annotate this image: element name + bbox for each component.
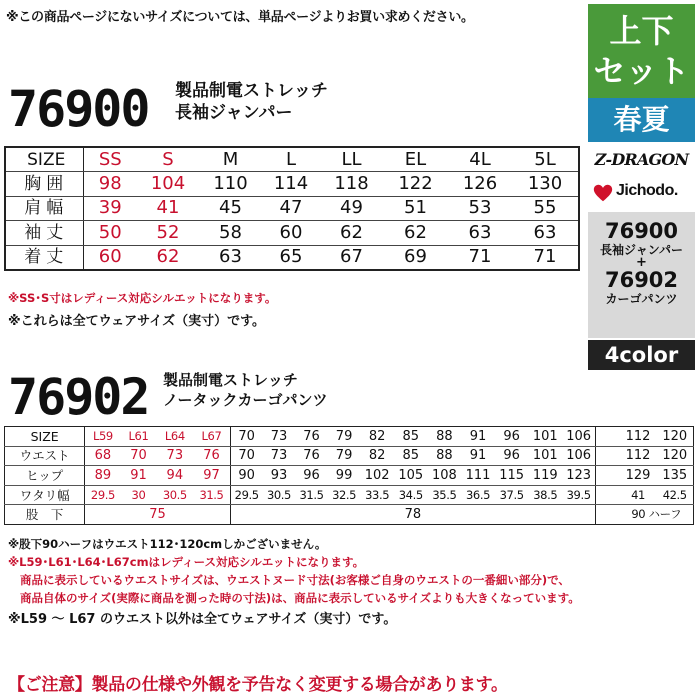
table-cell: 88 — [428, 446, 462, 466]
combo-name2: カーゴパンツ — [605, 292, 678, 306]
product-code-76900: 76900 — [8, 80, 149, 138]
table-cell: 62 — [156, 246, 180, 267]
row-label: ウエスト — [5, 446, 85, 466]
table-cell: 101 — [528, 446, 562, 466]
table-row — [5, 485, 694, 505]
header-cell: L61 — [121, 427, 157, 447]
table-cell: 71 — [533, 246, 557, 267]
header-cell: 91 — [461, 427, 495, 447]
plus-icon: + — [636, 255, 647, 270]
table-cell: 63 — [512, 221, 579, 246]
table-cell: 115 — [495, 466, 529, 486]
table-cell: 60 — [98, 246, 122, 267]
header-cell: SS — [83, 147, 137, 172]
table-cell: 90 ハーフ — [631, 507, 682, 522]
table-cell: 39 — [83, 196, 137, 221]
table-cell: 118 — [320, 172, 383, 197]
table-cell: 99 — [328, 466, 361, 486]
table-cell: 62 — [320, 221, 383, 246]
row-label: 胸囲 — [5, 172, 83, 197]
header-cell: 88 — [428, 427, 462, 447]
table-cell: 104 — [137, 172, 199, 197]
product-name-line1: 製品制電ストレッチ — [175, 81, 328, 101]
header-size: SIZE — [5, 427, 85, 447]
header-cell: 79 — [328, 427, 361, 447]
table-cell: 35.5 — [428, 485, 462, 505]
row-label: 着丈 — [5, 245, 83, 270]
table-cell: 42.5 — [656, 485, 693, 505]
table-cell: 65 — [279, 246, 303, 267]
table-row-header — [5, 147, 579, 172]
header-cell: 5L — [512, 147, 579, 172]
waist-note-1: 商品に表示しているウエストサイズは、ウエストヌード寸法(お客様ご自身のウエストの一番細い部分)で、 — [20, 573, 570, 587]
table-cell: 94 — [156, 466, 193, 486]
table-cell: 52 — [137, 221, 199, 246]
table-cell: 32.5 — [328, 485, 361, 505]
header-cell: M — [199, 147, 262, 172]
table-cell: 85 — [394, 446, 428, 466]
table-cell: 67 — [340, 246, 363, 267]
row-label: 肩幅 — [5, 196, 83, 221]
row-label: 股 下 — [5, 505, 85, 525]
top-note: ※この商品ページにないサイズについては、単品ページよりお買い求めください。 — [6, 10, 474, 25]
table-cell: 47 — [262, 196, 320, 221]
table-cell: 105 — [394, 466, 428, 486]
table-cell: 50 — [83, 221, 137, 246]
table-cell: 102 — [360, 466, 394, 486]
header-cell: S — [137, 147, 199, 172]
product-name-line1: 製品制電ストレッチ — [163, 371, 298, 389]
table-cell: 122 — [383, 172, 448, 197]
jichodo-text: Jichodo. — [616, 182, 678, 199]
table-row — [5, 466, 694, 486]
table-cell: 73 — [263, 446, 296, 466]
table-cell: 37.5 — [495, 485, 529, 505]
product-name-line2: 長袖ジャンパー — [175, 103, 293, 123]
table-cell: 58 — [199, 221, 262, 246]
table-cell: 70 — [230, 446, 263, 466]
set-badge-line1: 上下 — [609, 12, 674, 50]
table-cell: 70 — [121, 446, 157, 466]
table-cell: 49 — [320, 196, 383, 221]
header-cell: 4L — [448, 147, 512, 172]
table-cell: 41 — [137, 196, 199, 221]
inseam-note: ※股下90ハーフはウエスト112･120cmしかございません。 — [8, 537, 327, 551]
table-row — [5, 446, 694, 466]
table-cell: 89 — [85, 466, 121, 486]
header-cell: 76 — [295, 427, 328, 447]
set-badge — [588, 4, 695, 98]
header-cell: EL — [383, 147, 448, 172]
table-gap — [596, 466, 620, 486]
header-cell: 70 — [230, 427, 263, 447]
header-cell: 101 — [528, 427, 562, 447]
table-cell: 130 — [512, 172, 579, 197]
combo-name1: 長袖ジャンパー — [600, 243, 683, 257]
header-cell: 120 — [656, 427, 693, 447]
table-gap — [596, 427, 620, 447]
set-combination — [588, 212, 695, 338]
table-cell: 31.5 — [295, 485, 328, 505]
table-cell: 62 — [383, 221, 448, 246]
header-cell: L — [262, 147, 320, 172]
table-cell: 98 — [83, 172, 137, 197]
table-cell: 39.5 — [562, 485, 596, 505]
combo-code1: 76900 — [604, 219, 679, 243]
table-cell: 75 — [85, 505, 230, 525]
table-cell: 30.5 — [156, 485, 193, 505]
header-cell: L64 — [156, 427, 193, 447]
table-cell: 112 — [620, 446, 657, 466]
caution-note: 【ご注意】製品の仕様や外観を予告なく変更する場合があります。 — [8, 675, 508, 695]
table-cell: 63 — [219, 246, 242, 267]
table-cell: 30.5 — [263, 485, 296, 505]
product-code-76902: 76902 — [8, 368, 149, 426]
table-cell: 78 — [404, 507, 422, 523]
table-row — [5, 245, 579, 270]
table-cell: 73 — [156, 446, 193, 466]
table-cell: 129 — [620, 466, 657, 486]
table-gap — [596, 446, 620, 466]
season-badge: 春夏 — [588, 98, 695, 142]
table-cell: 29.5 — [85, 485, 121, 505]
table-cell: 110 — [199, 172, 262, 197]
table-cell: 63 — [448, 221, 512, 246]
table-cell: 36.5 — [461, 485, 495, 505]
row-label: ワタリ幅 — [5, 485, 85, 505]
table-cell: 96 — [295, 466, 328, 486]
z-dragon-logo: Z-DRAGON — [594, 150, 689, 169]
product-name-jumper — [175, 80, 328, 124]
combo-code2: 76902 — [604, 268, 679, 292]
table-row-header — [5, 427, 694, 447]
heart-icon — [592, 182, 614, 204]
table-row — [5, 172, 579, 197]
table-row — [5, 221, 579, 246]
table-gap — [596, 485, 620, 505]
header-cell: L67 — [193, 427, 230, 447]
jumper-size-table — [4, 146, 580, 271]
row-label: ヒップ — [5, 466, 85, 486]
pants-size-table — [4, 426, 694, 525]
header-size: SIZE — [5, 147, 83, 172]
table-cell: 114 — [262, 172, 320, 197]
product-name-pants — [163, 370, 328, 410]
wear-size-note-pants: ※L59 ～ L67 のウエスト以外は全てウェアサイズ（実寸）です。 — [8, 612, 397, 627]
table-cell: 29.5 — [230, 485, 263, 505]
table-cell: 41 — [620, 485, 657, 505]
table-cell: 60 — [262, 221, 320, 246]
table-cell: 38.5 — [528, 485, 562, 505]
ladies-note: ※L59･L61･L64･L67cmはレディース対応シルエットになります。 — [8, 555, 365, 569]
table-cell: 79 — [328, 446, 361, 466]
table-cell: 106 — [562, 446, 596, 466]
table-cell: 53 — [448, 196, 512, 221]
row-label: 袖丈 — [5, 221, 83, 246]
color-count-badge: 4color — [588, 340, 695, 370]
table-cell: 76 — [193, 446, 230, 466]
table-cell: 30 — [121, 485, 157, 505]
table-cell: 91 — [121, 466, 157, 486]
table-cell: 76 — [295, 446, 328, 466]
table-cell: 96 — [495, 446, 529, 466]
table-cell: 45 — [199, 196, 262, 221]
table-cell: 34.5 — [394, 485, 428, 505]
table-cell: 126 — [448, 172, 512, 197]
table-cell: 97 — [193, 466, 230, 486]
table-row — [5, 196, 579, 221]
table-cell: 71 — [468, 246, 492, 267]
table-cell: 119 — [528, 466, 562, 486]
product-name-line2: ノータックカーゴパンツ — [163, 391, 328, 409]
set-badge-line2: セット — [593, 52, 690, 90]
table-cell: 33.5 — [360, 485, 394, 505]
wear-size-note: ※これらは全てウェアサイズ（実寸）です。 — [8, 314, 266, 329]
table-cell: 69 — [404, 246, 427, 267]
header-cell: 73 — [263, 427, 296, 447]
table-cell: 123 — [562, 466, 596, 486]
header-cell: 82 — [360, 427, 394, 447]
table-cell: 111 — [461, 466, 495, 486]
header-cell: 85 — [394, 427, 428, 447]
table-cell: 68 — [85, 446, 121, 466]
header-cell: LL — [320, 147, 383, 172]
table-cell: 51 — [383, 196, 448, 221]
table-cell: 91 — [461, 446, 495, 466]
table-cell: 120 — [656, 446, 693, 466]
table-cell: 108 — [428, 466, 462, 486]
table-cell: 55 — [512, 196, 579, 221]
header-cell: 106 — [562, 427, 596, 447]
jichodo-logo — [592, 180, 695, 206]
table-row-inseam — [5, 505, 694, 525]
header-cell: 112 — [620, 427, 657, 447]
table-cell: 82 — [360, 446, 394, 466]
waist-note-2: 商品自体のサイズ(実際に商品を測った時の寸法)は、商品に表示しているサイズよりも大きくなっています。 — [20, 591, 580, 605]
header-cell: 96 — [495, 427, 529, 447]
table-cell: 135 — [656, 466, 693, 486]
table-gap — [596, 505, 620, 525]
table-cell: 93 — [263, 466, 296, 486]
table-cell: 31.5 — [193, 485, 230, 505]
header-cell: L59 — [85, 427, 121, 447]
ladies-silhouette-note: ※SS･S寸はレディース対応シルエットになります。 — [8, 291, 277, 305]
table-cell: 90 — [230, 466, 263, 486]
